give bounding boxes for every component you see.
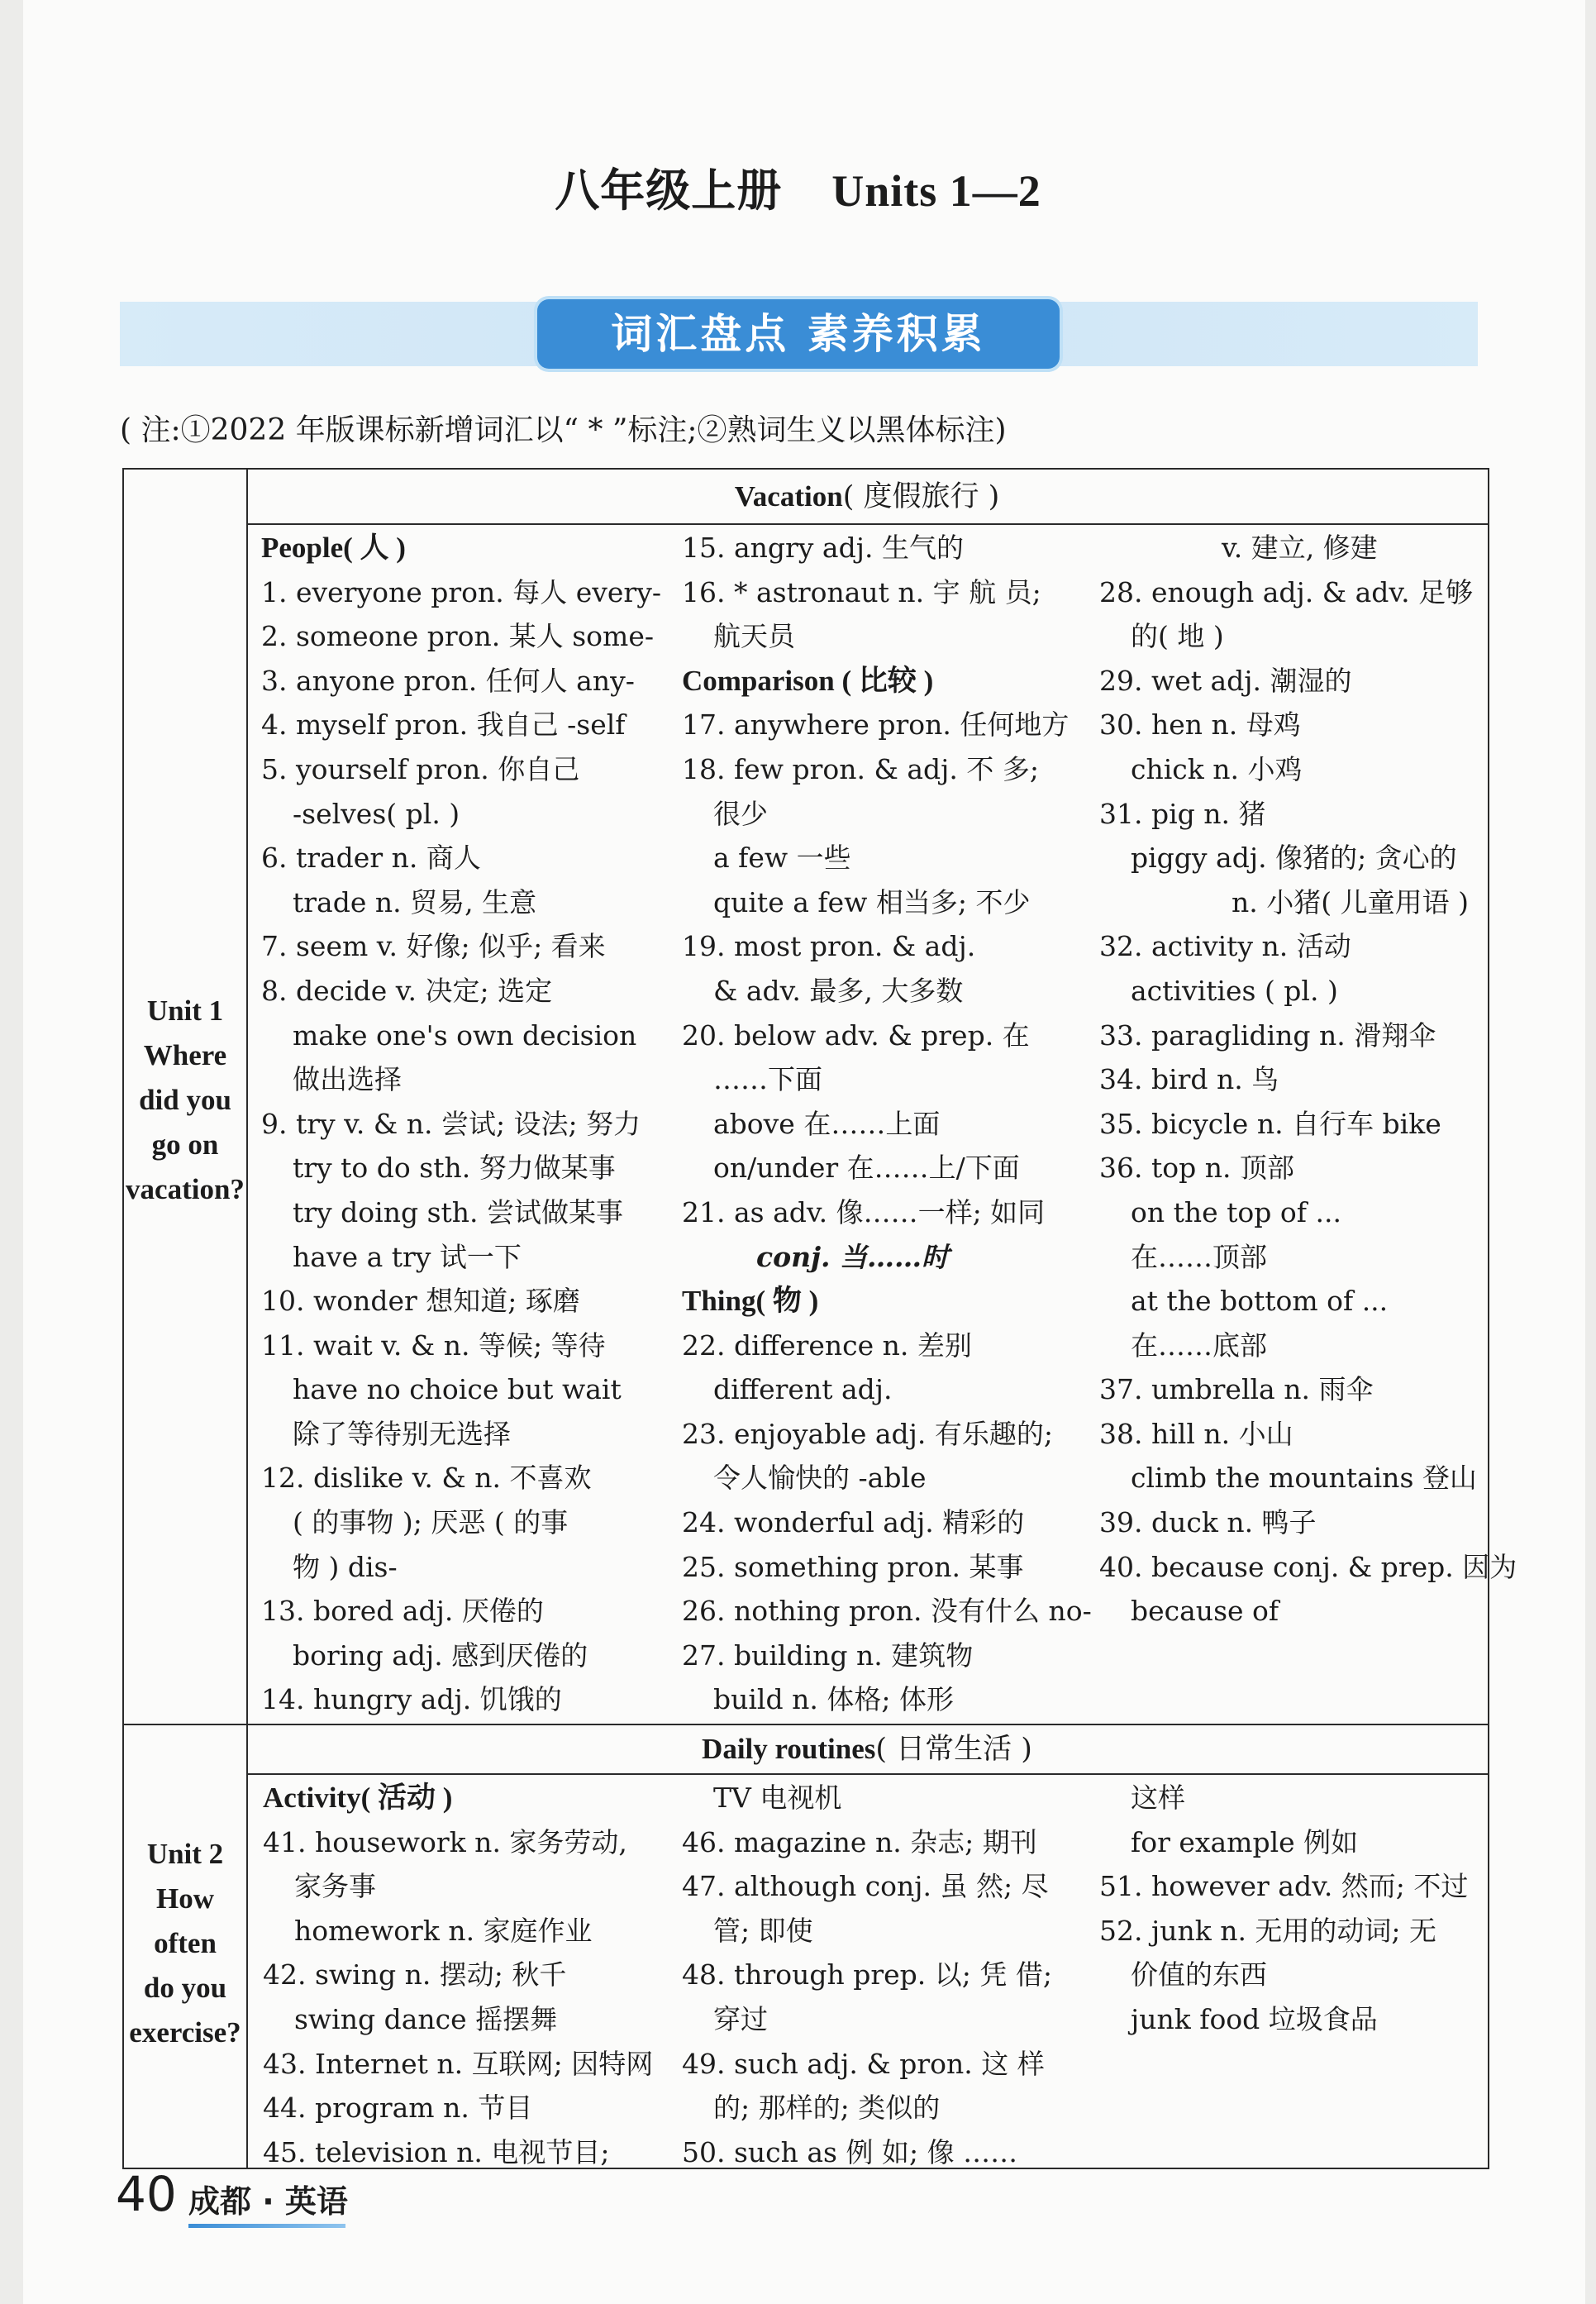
unit2-line: Unit 2: [146, 1838, 224, 1870]
vocab-line: 的( 地 ): [1131, 620, 1224, 653]
vocab-line: 8. decide v. 决定; 选定: [261, 974, 553, 1007]
vocab-line: 穿过: [713, 2002, 768, 2035]
vocab-line: 管; 即使: [713, 1914, 813, 1947]
vocab-line: have no choice but wait: [293, 1373, 622, 1406]
category-heading: Comparison ( 比较 ): [682, 664, 934, 697]
section2-column-2: [682, 1776, 1062, 2174]
vocab-line: 除了等待别无选择: [293, 1417, 511, 1450]
unit1-line: vacation?: [126, 1173, 245, 1205]
vocab-line: homework n. 家庭作业: [294, 1914, 593, 1947]
vocab-line: chick n. 小鸡: [1131, 752, 1303, 785]
vocab-line: 49. such adj. & pron. 这 样: [682, 2047, 1045, 2080]
vocab-line: 1. everyone pron. 每人 every-: [261, 575, 661, 608]
vocab-line: 令人愉快的 -able: [713, 1462, 927, 1495]
vocab-line: 12. dislike v. & n. 不喜欢: [261, 1462, 592, 1495]
vocab-line: make one's own decision: [293, 1018, 637, 1052]
vocab-line: 4. myself pron. 我自己 -self: [261, 708, 626, 742]
vocab-line: 23. enjoyable adj. 有乐趣的;: [682, 1417, 1053, 1450]
vocab-line: 22. difference n. 差别: [682, 1328, 972, 1362]
vocab-line: ( 的事物 ); 厌恶 ( 的事: [293, 1506, 569, 1539]
vocab-line: on the top of ...: [1131, 1195, 1341, 1228]
vocab-line: swing dance 摇摆舞: [294, 2002, 558, 2035]
section1-header-rule: [246, 523, 1488, 525]
vocab-line: 50. such as 例 如; 像 ……: [682, 2135, 1018, 2168]
vocab-line: try doing sth. 尝试做某事: [293, 1195, 624, 1228]
vocab-line: piggy adj. 像猪的; 贪心的: [1131, 842, 1457, 875]
vocab-line: 26. nothing pron. 没有什么 no-: [682, 1595, 1092, 1628]
vocab-line: 做出选择: [293, 1063, 402, 1096]
vocab-line: 32. activity n. 活动: [1099, 930, 1351, 963]
category-heading: Activity( 活动 ): [263, 1782, 453, 1814]
category-heading: People( 人 ): [261, 532, 406, 564]
unit-column-divider: [246, 468, 248, 2168]
vocab-line: 13. bored adj. 厌倦的: [261, 1595, 544, 1628]
vocab-line: TV 电视机: [713, 1782, 842, 1814]
vocab-line: climb the mountains 登山: [1131, 1462, 1477, 1495]
vocab-line: junk food 垃圾食品: [1131, 2002, 1378, 2035]
vocab-line: ……下面: [713, 1063, 822, 1096]
unit2-label: [124, 1832, 246, 2055]
section1-header: [248, 475, 1486, 518]
section2-header: [248, 1726, 1486, 1772]
section-banner: 词汇盘点 素养积累: [537, 299, 1060, 369]
vocab-line: 46. magazine n. 杂志; 期刊: [682, 1825, 1037, 1858]
vocab-line: 47. although conj. 虽 然; 尽: [682, 1870, 1049, 1903]
unit1-line: go on: [151, 1128, 219, 1161]
vocab-line: 的; 那样的; 类似的: [713, 2092, 941, 2125]
vocab-line: 33. paragliding n. 滑翔伞: [1099, 1018, 1436, 1052]
vocab-line: 5. yourself pron. 你自己: [261, 752, 580, 785]
section1-column-2: [682, 526, 1092, 1722]
section2-header-rule: [246, 1773, 1488, 1775]
vocab-line: 10. wonder 想知道; 琢磨: [261, 1285, 580, 1318]
legend-note: ( 注:①2022 年版课标新增词汇以“ * ”标注;②熟词生义以黑体标注): [120, 413, 1007, 447]
unit2-line: How: [156, 1882, 214, 1915]
vocab-line: 41. housework n. 家务劳动,: [263, 1825, 627, 1858]
unit1-line: did you: [139, 1084, 231, 1116]
vocab-line: on/under 在……上/下面: [713, 1152, 1020, 1185]
section2-column-1: [263, 1776, 654, 2174]
unit2-line: exercise?: [129, 2016, 241, 2049]
vocab-line: because of: [1131, 1595, 1279, 1628]
vocab-line: 51. however adv. 然而; 不过: [1099, 1870, 1469, 1903]
section1-header-cn: ( 度假旅行 ): [842, 480, 1000, 513]
vocab-line: 35. bicycle n. 自行车 bike: [1099, 1107, 1441, 1140]
vocab-line: at the bottom of ...: [1131, 1285, 1389, 1318]
vocab-line: 24. wonderful adj. 精彩的: [682, 1506, 1025, 1539]
vocab-line: try to do sth. 努力做某事: [293, 1152, 616, 1185]
vocab-line: 38. hill n. 小山: [1099, 1417, 1293, 1450]
unit1-line: Where: [143, 1039, 227, 1071]
vocab-line: 27. building n. 建筑物: [682, 1639, 974, 1672]
vocab-line: 45. television n. 电视节目;: [263, 2135, 610, 2168]
vocab-line: 43. Internet n. 互联网; 因特网: [263, 2047, 654, 2080]
vocab-line: 28. enough adj. & adv. 足够: [1099, 575, 1474, 608]
page-number: 40: [116, 2166, 177, 2222]
category-heading: Thing( 物 ): [682, 1285, 819, 1318]
unit2-line: do you: [143, 1972, 227, 2004]
vocab-line: 16. * astronaut n. 宇 航 员;: [682, 575, 1041, 608]
vocab-line: 19. most pron. & adj.: [682, 930, 976, 963]
page-title: [0, 155, 1596, 219]
vocab-line: 17. anywhere pron. 任何地方: [682, 708, 1070, 742]
vocab-line: boring adj. 感到厌倦的: [293, 1639, 588, 1672]
vocab-line: for example 例如: [1131, 1825, 1359, 1858]
vocab-line: 9. try v. & n. 尝试; 设法; 努力: [261, 1107, 641, 1140]
vocab-line: trade n. 贸易, 生意: [293, 885, 537, 918]
vocab-line: 3. anyone pron. 任何人 any-: [261, 664, 635, 697]
vocab-line: 很少: [713, 797, 768, 830]
unit1-label: [124, 989, 246, 1212]
category-heading: conj. 当……时: [756, 1240, 950, 1273]
vocab-line: 这样: [1131, 1782, 1185, 1814]
vocab-line: 11. wait v. & n. 等候; 等待: [261, 1328, 606, 1362]
vocab-line: have a try 试一下: [293, 1240, 522, 1273]
vocab-line: v. 建立, 修建: [1222, 532, 1378, 564]
vocab-line: 20. below adv. & prep. 在: [682, 1018, 1030, 1052]
vocab-line: activities ( pl. ): [1131, 974, 1338, 1007]
vocab-line: 34. bird n. 鸟: [1099, 1063, 1279, 1096]
unit2-line: often: [154, 1927, 217, 1959]
vocab-line: & adv. 最多, 大多数: [713, 974, 964, 1007]
vocab-line: 40. because conj. & prep. 因为: [1099, 1550, 1517, 1583]
section-divider: [122, 1724, 1488, 1725]
vocab-line: quite a few 相当多; 不少: [713, 885, 1031, 918]
vocab-line: 物 ) dis-: [293, 1550, 398, 1583]
vocab-line: 18. few pron. & adj. 不 多;: [682, 752, 1039, 785]
vocab-line: build n. 体格; 体形: [713, 1683, 954, 1716]
vocab-line: 39. duck n. 鸭子: [1099, 1506, 1317, 1539]
vocab-line: 31. pig n. 猪: [1099, 797, 1266, 830]
vocab-line: 29. wet adj. 潮湿的: [1099, 664, 1352, 697]
footer-accent-bar: [188, 2224, 345, 2228]
vocab-line: 2. someone pron. 某人 some-: [261, 620, 655, 653]
vocab-line: 48. through prep. 以; 凭 借;: [682, 1958, 1052, 1992]
vocab-line: above 在……上面: [713, 1107, 941, 1140]
vocab-line: 30. hen n. 母鸡: [1099, 708, 1301, 742]
vocab-line: 在……底部: [1131, 1328, 1267, 1362]
section2-header-cn: ( 日常生活 ): [875, 1733, 1032, 1766]
vocab-line: -selves( pl. ): [293, 797, 460, 830]
vocab-line: 44. program n. 节目: [263, 2092, 533, 2125]
section1-header-en: Vacation: [734, 480, 843, 513]
vocab-line: 6. trader n. 商人: [261, 842, 481, 875]
vocab-line: 52. junk n. 无用的动词; 无: [1099, 1914, 1437, 1947]
vocab-line: 14. hungry adj. 饥饿的: [261, 1683, 562, 1716]
book-title: 成都 · 英语: [188, 2183, 348, 2220]
vocab-line: 价值的东西: [1131, 1958, 1267, 1992]
section2-column-3: [1099, 1776, 1488, 2042]
title-units: Units 1—2: [831, 166, 1041, 216]
vocab-line: 家务事: [294, 1870, 376, 1903]
vocab-line: 42. swing n. 摆动; 秋千: [263, 1958, 567, 1992]
section1-column-1: [261, 526, 661, 1722]
vocab-line: n. 小猪( 儿童用语 ): [1232, 885, 1469, 918]
section1-column-3: [1099, 526, 1517, 1634]
vocab-line: 在……顶部: [1131, 1240, 1267, 1273]
section2-header-en: Daily routines: [702, 1733, 876, 1765]
unit1-line: Unit 1: [146, 995, 224, 1027]
vocab-line: different adj.: [713, 1373, 893, 1406]
vocab-line: 37. umbrella n. 雨伞: [1099, 1373, 1374, 1406]
vocab-line: 25. something pron. 某事: [682, 1550, 1024, 1583]
vocab-line: 21. as adv. 像……一样; 如同: [682, 1195, 1046, 1228]
title-chinese: 八年级上册: [555, 166, 783, 216]
vocab-line: 航天员: [713, 620, 795, 653]
vocab-line: 36. top n. 顶部: [1099, 1152, 1294, 1185]
vocab-line: a few 一些: [713, 842, 851, 875]
vocab-line: 7. seem v. 好像; 似乎; 看来: [261, 930, 606, 963]
vocab-line: 15. angry adj. 生气的: [682, 532, 964, 564]
